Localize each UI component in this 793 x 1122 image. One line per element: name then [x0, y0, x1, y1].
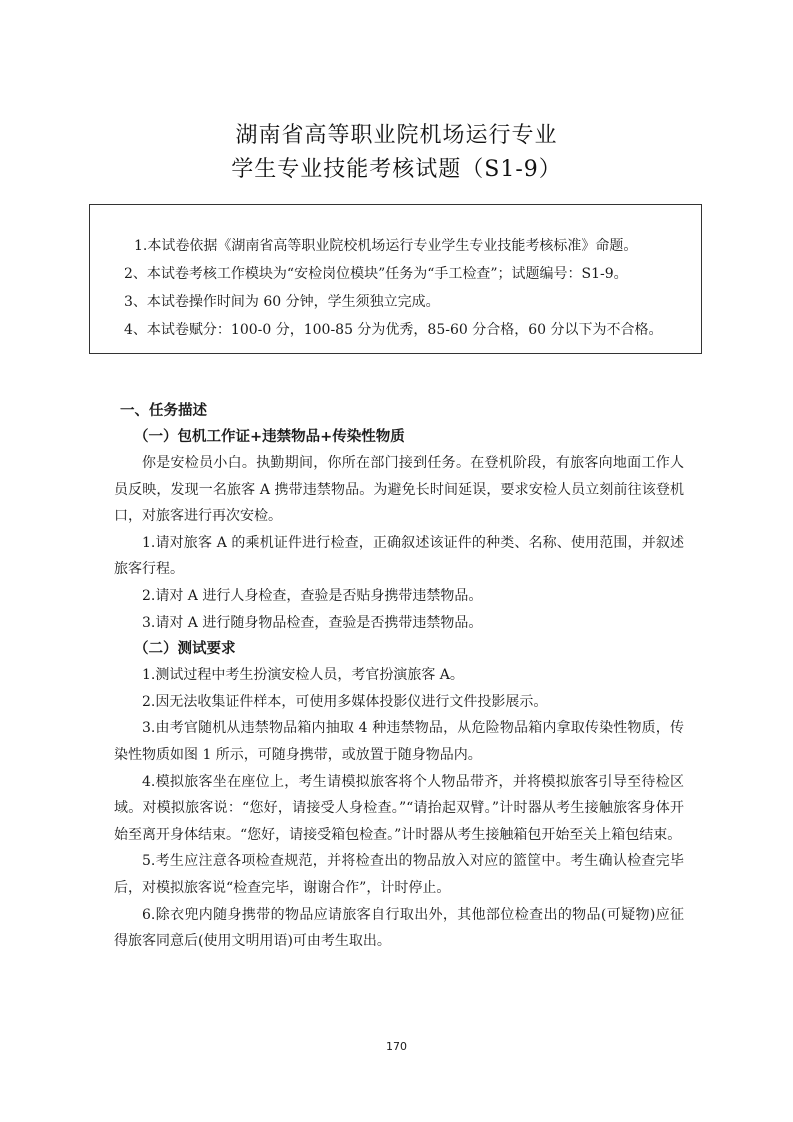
task-content [114, 398, 684, 955]
page-number: 170 [386, 1040, 407, 1053]
notice-item-4: 4、本试卷赋分：100-0 分，100-85 分为优秀，85-60 分合格，60 分以下为不合格。 [124, 322, 663, 338]
requirement-item-4: 4.模拟旅客坐在座位上，考生请模拟旅客将个人物品带齐，并将模拟旅客引导至待检区域。对模拟旅客说：“您好，请接受人身检查。”“请抬起双臂。”计时器从考生接触旅客身体开始至离开身体结束。“您好，请接受箱包检查。”计时器从考生接触箱包开始至关上箱包结束。 [114, 773, 684, 843]
task-item-2: 2.请对 A 进行人身检查，查验是否贴身携带违禁物品。 [142, 587, 483, 604]
subsection-heading-1: （一）包机工作证+违禁物品+传染性物质 [134, 429, 405, 445]
requirement-item-1: 1.测试过程中考生扮演安检人员，考官扮演旅客 A。 [142, 667, 464, 684]
subsection-heading-2: （二）测试要求 [134, 641, 236, 658]
requirement-item-2: 2.因无法收集证件样本，可使用多媒体投影仪进行文件投影展示。 [142, 693, 548, 710]
notice-item-2: 2、本试卷考核工作模块为“安检岗位模块”任务为“手工检查”；试题编号：S1-9。 [124, 266, 628, 282]
requirement-item-6: 6.除衣兜内随身携带的物品应请旅客自行取出外，其他部位检查出的物品(可疑物)应征得旅客同意后(使用文明用语)可由考生取出。 [114, 906, 684, 950]
notice-item-1: 1.本试卷依据《湖南省高等职业院校机场运行专业学生专业技能考核标准》命题。 [134, 238, 638, 254]
section-heading-task-description: 一、任务描述 [120, 403, 207, 419]
requirement-item-3: 3.由考官随机从违禁物品箱内抽取 4 种违禁物品，从危险物品箱内拿取传染性物质，传染性物质如图 1 所示，可随身携带，或放置于随身物品内。 [114, 720, 684, 763]
exam-notice-box [89, 204, 702, 354]
task-item-1: 1.请对旅客 A 的乘机证件进行检查，正确叙述该证件的种类、名称、使用范围，并叙述旅客行程。 [114, 534, 684, 578]
page-title-line-2: 学生专业技能考核试题（S1-9） [231, 157, 562, 182]
page-title-line-1: 湖南省高等职业院机场运行专业 [235, 123, 558, 148]
task-item-3: 3.请对 A 进行随身物品检查，查验是否携带违禁物品。 [142, 614, 483, 631]
notice-item-3: 3、本试卷操作时间为 60 分钟，学生须独立完成。 [124, 294, 440, 310]
scenario-paragraph: 你是安检员小白。执勤期间，你所在部门接到任务。在登机阶段，有旅客向地面工作人员反映，发现一名旅客 A 携带违禁物品。为避免长时间延误，要求安检人员立刻前往该登机口，对旅客进行再次安检。 [114, 455, 684, 525]
requirement-item-5: 5.考生应注意各项检查规范，并将检查出的物品放入对应的篮筐中。考生确认检查完毕后，对模拟旅客说“检查完毕，谢谢合作”，计时停止。 [114, 853, 684, 896]
